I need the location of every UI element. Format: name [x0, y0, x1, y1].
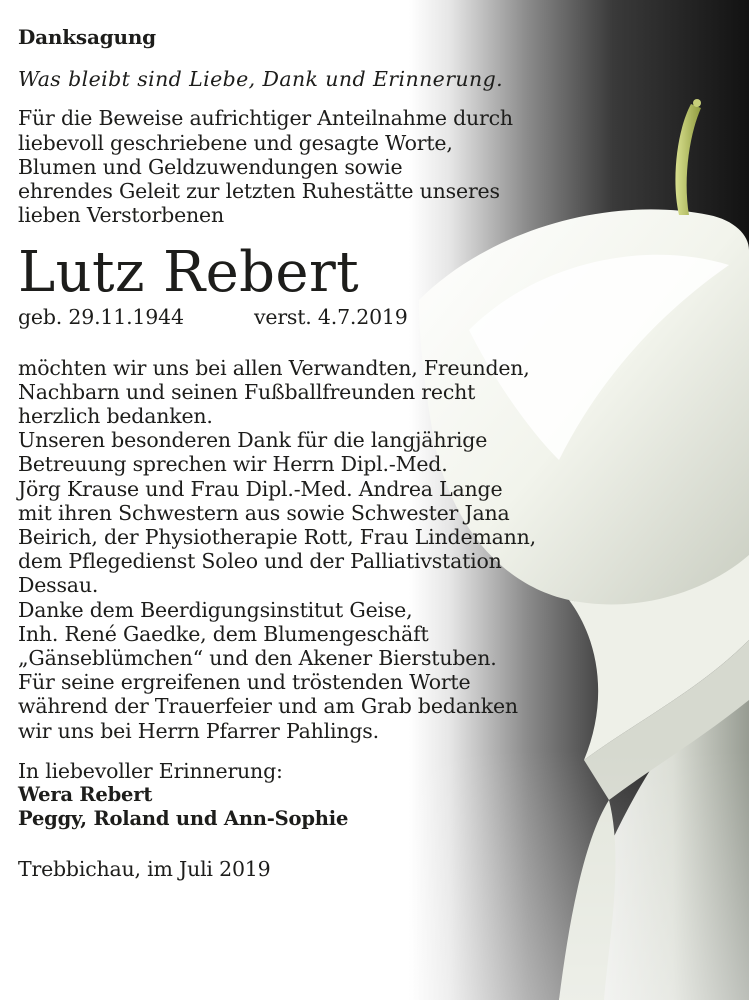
- thanks-paragraph: möchten wir uns bei allen Verwandten, Freunden, Nachbarn und seinen Fußballfreunden recht herzlich bedanken. Unseren besonderen Dank für die langjährige Betreuung sprechen wir Herrn Dipl.-Med. Jörg Krause und Frau Dipl.-Med. Andrea Lange mit ihren Schwestern aus sowie Schwester Jana Beirich, der Physiotherapie Rott, Frau Lindemann, dem Pflegedienst Soleo und der Palliativstation Dessau. Danke dem Beerdigungsinstitut Geise, Inh. René Gaedke, dem Blumengeschäft „Gänseblümchen“ und den Akener Bierstuben. Für seine ergreifenen und tröstenden Worte während der Trauerfeier und am Grab bedanken wir uns bei Herrn Pfarrer Pahlings.: [18, 355, 536, 743]
- death-date: verst. 4.7.2019: [254, 305, 408, 330]
- life-dates: [18, 305, 578, 329]
- signature-lead: In liebevoller Erinnerung:: [18, 758, 283, 783]
- motto-line: Was bleibt sind Liebe, Dank und Erinnerung.: [18, 67, 504, 92]
- notice-heading: Danksagung: [18, 25, 156, 49]
- signer-name: Peggy, Roland und Ann-Sophie: [18, 807, 349, 831]
- notice-text-column: [18, 25, 578, 882]
- deceased-name: Lutz Rebert: [18, 240, 360, 306]
- signer-name: Wera Rebert: [18, 783, 153, 807]
- birth-date: geb. 29.11.1944: [18, 305, 184, 330]
- intro-paragraph: Für die Beweise aufrichtiger Anteilnahme durch liebevoll geschriebene und gesagte Worte, Blumen und Geldzuwendungen sowie ehrendes Geleit zur letzten Ruhestätte unseres lieben Verstorbenen: [18, 106, 513, 228]
- place-and-date: Trebbichau, im Juli 2019: [18, 857, 271, 882]
